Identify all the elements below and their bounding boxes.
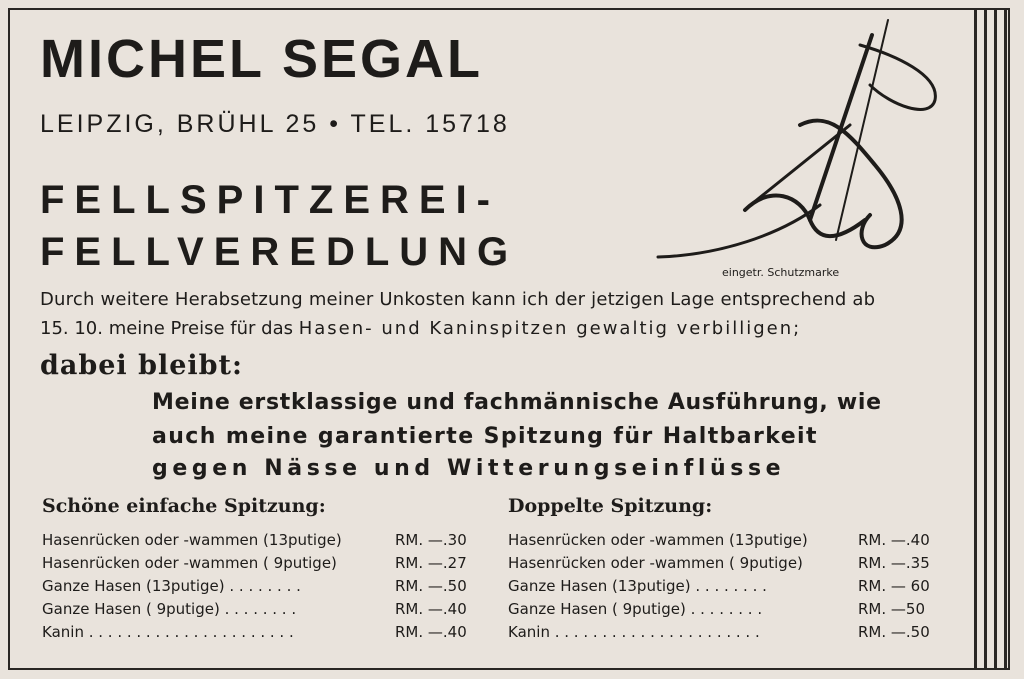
price-item-label: Ganze Hasen (13putige) . . . . . . . . bbox=[42, 577, 301, 595]
intro-line-2 bbox=[40, 318, 801, 339]
border-rule bbox=[984, 10, 987, 669]
price-item-value: RM. —.27 bbox=[395, 554, 467, 572]
price-item-label: Kanin . . . . . . . . . . . . . . . . . . . . . . bbox=[42, 623, 294, 641]
promise-line-3: gegen Nässe und Witterungseinflüsse bbox=[152, 456, 786, 481]
promise-line-2: auch meine garantierte Spitzung für Haltbarkeit bbox=[152, 424, 818, 449]
price-item-value: RM. —.40 bbox=[395, 623, 467, 641]
price-item-label: Kanin . . . . . . . . . . . . . . . . . . . . . . bbox=[508, 623, 760, 641]
price-list-heading-double: Doppelte Spitzung: bbox=[508, 495, 713, 517]
price-item-label: Hasenrücken oder -wammen (13putige) bbox=[42, 531, 342, 549]
border-rule bbox=[1004, 10, 1007, 669]
price-item-value: RM. —.40 bbox=[395, 600, 467, 618]
price-item-value: RM. —.40 bbox=[858, 531, 930, 549]
promise-line-1: Meine erstklassige und fachmännische Ausführung, wie bbox=[152, 390, 882, 415]
price-item-value: RM. — 60 bbox=[858, 577, 930, 595]
intro-line-2-spaced: Hasen- und Kaninspitzen gewaltig verbilligen; bbox=[298, 318, 802, 339]
border-rule bbox=[974, 10, 977, 669]
price-item-value: RM. —.30 bbox=[395, 531, 467, 549]
price-item-value: RM. —50 bbox=[858, 600, 925, 618]
price-item-label: Hasenrücken oder -wammen ( 9putige) bbox=[508, 554, 803, 572]
headline-line1: FELLSPITZEREI- bbox=[40, 178, 500, 222]
trademark-caption: eingetr. Schutzmarke bbox=[722, 266, 840, 279]
price-list-heading-simple: Schöne einfache Spitzung: bbox=[42, 495, 326, 517]
firm-name: MICHEL SEGAL bbox=[40, 29, 484, 89]
price-item-label: Hasenrücken oder -wammen (13putige) bbox=[508, 531, 808, 549]
headline-line2: FELLVEREDLUNG bbox=[40, 230, 519, 274]
price-item-label: Ganze Hasen ( 9putige) . . . . . . . . bbox=[508, 600, 763, 618]
price-item-label: Hasenrücken oder -wammen ( 9putige) bbox=[42, 554, 337, 572]
firm-address: LEIPZIG, BRÜHL 25 • TEL. 15718 bbox=[40, 110, 510, 138]
intro-line-2-start: 15. 10. meine Preise für das bbox=[40, 318, 299, 339]
price-item-value: RM. —.50 bbox=[858, 623, 930, 641]
price-item-value: RM. —.35 bbox=[858, 554, 930, 572]
price-item-label: Ganze Hasen ( 9putige) . . . . . . . . bbox=[42, 600, 297, 618]
intro-line-1: Durch weitere Herabsetzung meiner Unkosten kann ich der jetzigen Lage entsprechend ab bbox=[40, 289, 876, 310]
border-rule bbox=[994, 10, 997, 669]
emphasis-heading: dabei bleibt: bbox=[40, 350, 243, 381]
price-item-label: Ganze Hasen (13putige) . . . . . . . . bbox=[508, 577, 767, 595]
trademark-logo bbox=[650, 15, 950, 270]
price-item-value: RM. —.50 bbox=[395, 577, 467, 595]
